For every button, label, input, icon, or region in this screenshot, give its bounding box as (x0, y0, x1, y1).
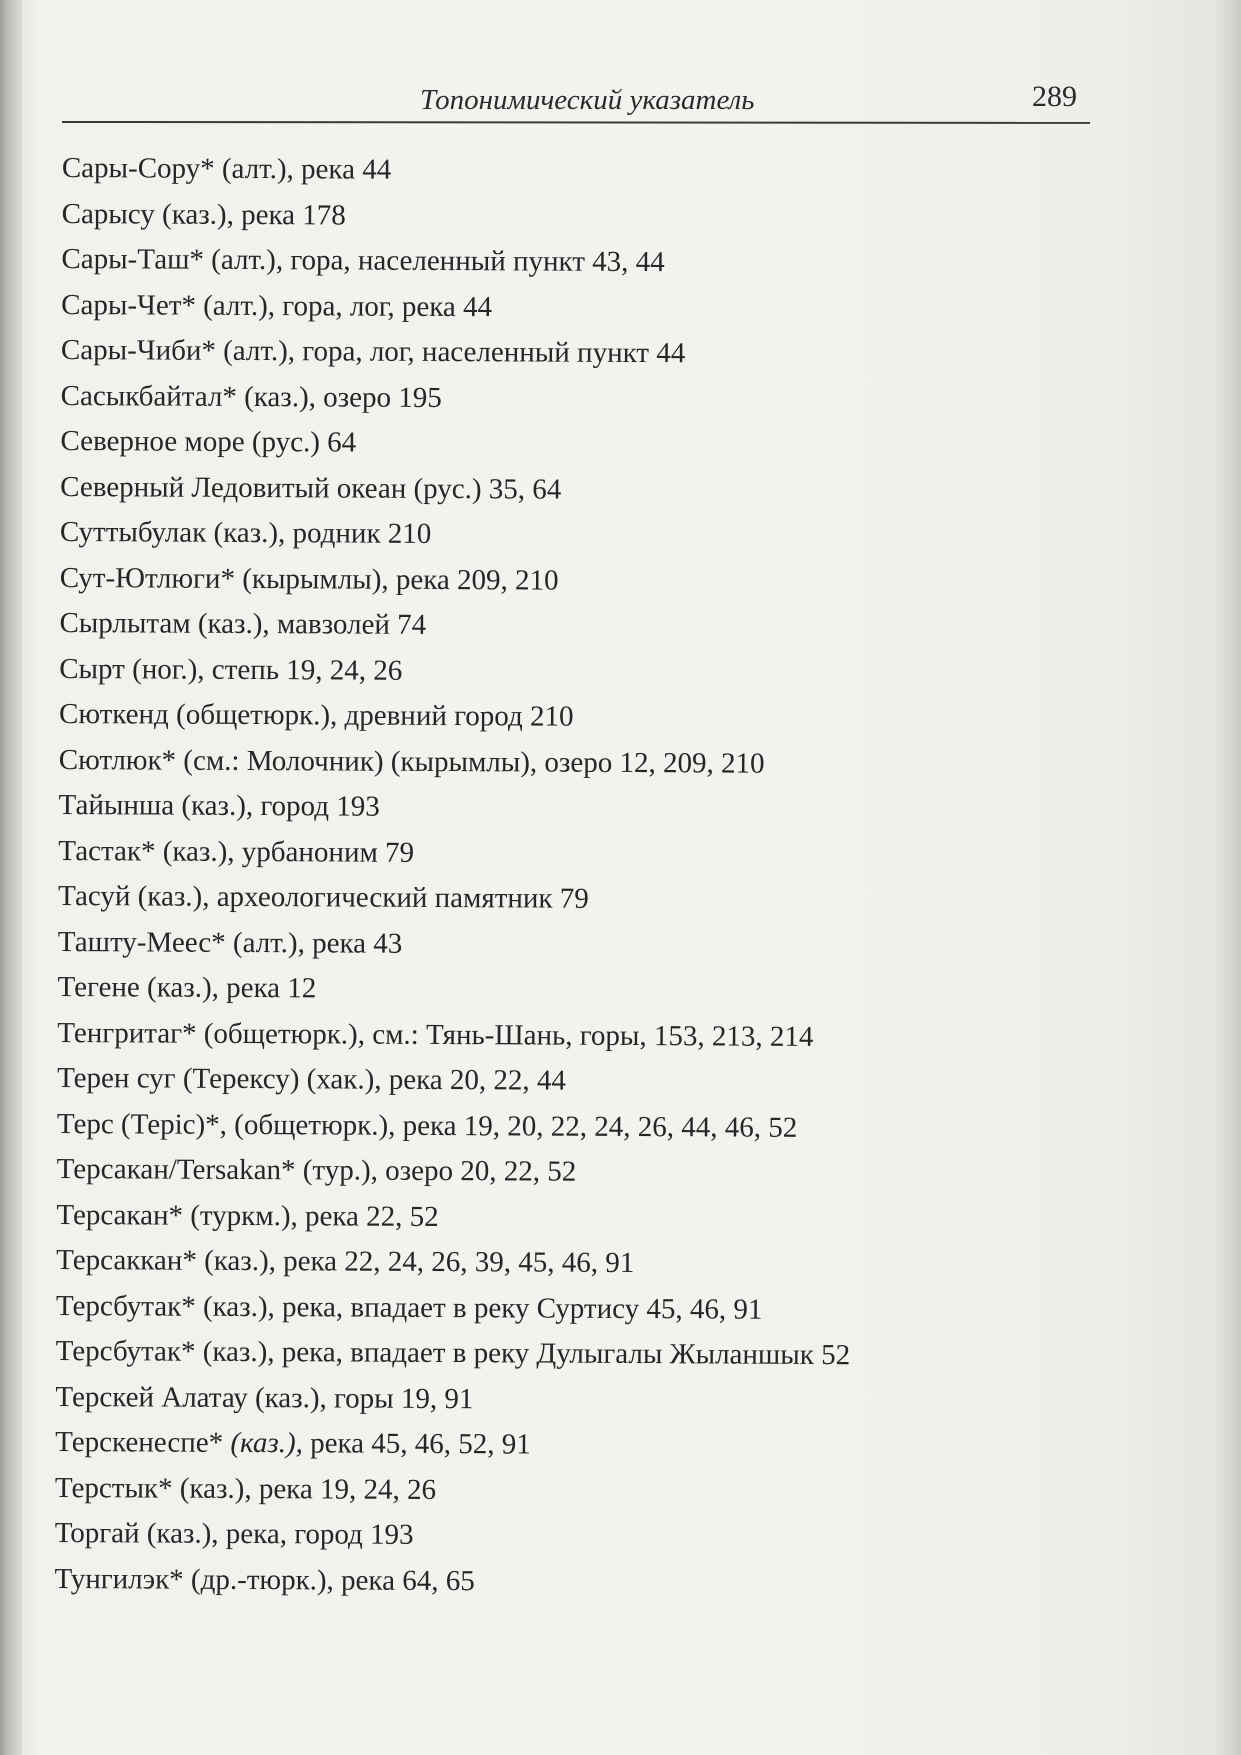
index-entry: Терсбутак* (каз.), река, впадает в реку Суртису 45, 46, 91 (55, 1289, 763, 1326)
index-entry: Сырлытам (каз.), мавзолей 74 (59, 606, 427, 641)
index-entry (55, 1420, 1065, 1471)
running-header (0, 0, 1241, 130)
entry-rest: река 45, 46, 52, 91 (310, 1427, 531, 1461)
index-entry: Тасуй (каз.), археологический памятник 79 (57, 879, 589, 915)
index-entry: Торгай (каз.), река, город 193 (54, 1516, 414, 1551)
index-entry: Терскей Алатау (каз.), горы 19, 91 (55, 1380, 474, 1415)
running-title: Топонимический указатель (420, 84, 755, 116)
index-entry: Сары-Чиби* (алт.), гора, лог, населенный пункт 44 (60, 333, 686, 370)
index-entry: Сюткенд (общетюрк.), древний город 210 (58, 697, 574, 733)
index-entry: Тайынша (каз.), город 193 (58, 788, 380, 823)
index-entry: Сютлюк* (см.: Молочник) (кырымлы), озеро 12, 209, 210 (58, 743, 765, 780)
index-entry: Терсакан/Tersakan* (тур.), озеро 20, 22, 52 (56, 1152, 577, 1188)
toponym-index-list (54, 146, 1072, 1607)
entry-name: Терскенеспе* (55, 1425, 224, 1459)
index-entry: Северный Ледовитый океан (рус.) 35, 64 (60, 470, 562, 506)
page-edge-shadow (1213, 0, 1241, 1755)
index-entry: Терсбутак* (каз.), река, впадает в реку Дулыгалы Жыланшык 52 (55, 1334, 851, 1372)
index-entry: Сарысу (каз.), река 178 (61, 197, 346, 231)
index-entry: Тегене (каз.), река 12 (57, 970, 317, 1005)
page-binding-shadow (0, 0, 22, 1755)
index-entry: Сары-Таш* (алт.), гора, населенный пункт 43, 44 (61, 242, 665, 279)
index-entry: Терс (Теріс)*, (общетюрк.), река 19, 20, 22, 24, 26, 44, 46, 52 (56, 1107, 798, 1144)
index-entry: Тастак* (каз.), урбаноним 79 (58, 834, 415, 869)
index-entry: Сары-Чет* (алт.), гора, лог, река 44 (61, 288, 493, 323)
index-entry: Тунгилэк* (др.-тюрк.), река 64, 65 (54, 1562, 475, 1597)
index-entry: Терсаккан* (каз.), река 22, 24, 26, 39, 45, 46, 91 (56, 1243, 635, 1280)
index-entry: Терсакан* (туркм.), река 22, 52 (56, 1198, 439, 1233)
index-entry: Сасыкбайтал* (каз.), озеро 195 (60, 379, 442, 414)
page-number: 289 (1032, 80, 1077, 113)
index-entry: Сырт (ног.), степь 19, 24, 26 (59, 652, 403, 687)
index-entry: Суттыбулак (каз.), родник 210 (59, 515, 432, 550)
entry-language-italic: (каз.), (230, 1426, 303, 1460)
index-entry: Тенгритаг* (общетюрк.), см.: Тянь-Шань, горы, 153, 213, 214 (57, 1016, 814, 1053)
index-entry: Сут-Ютлюги* (кырымлы), река 209, 210 (59, 561, 559, 597)
index-entry: Терен суг (Терексу) (хак.), река 20, 22, 44 (57, 1061, 567, 1097)
index-entry: Сары-Сору* (алт.), река 44 (61, 151, 392, 186)
header-rule (62, 121, 1090, 124)
index-entry: Ташту-Меес* (алт.), река 43 (57, 925, 403, 960)
index-entry: Терстык* (каз.), река 19, 24, 26 (54, 1471, 437, 1506)
index-entry: Северное море (рус.) 64 (60, 424, 357, 459)
